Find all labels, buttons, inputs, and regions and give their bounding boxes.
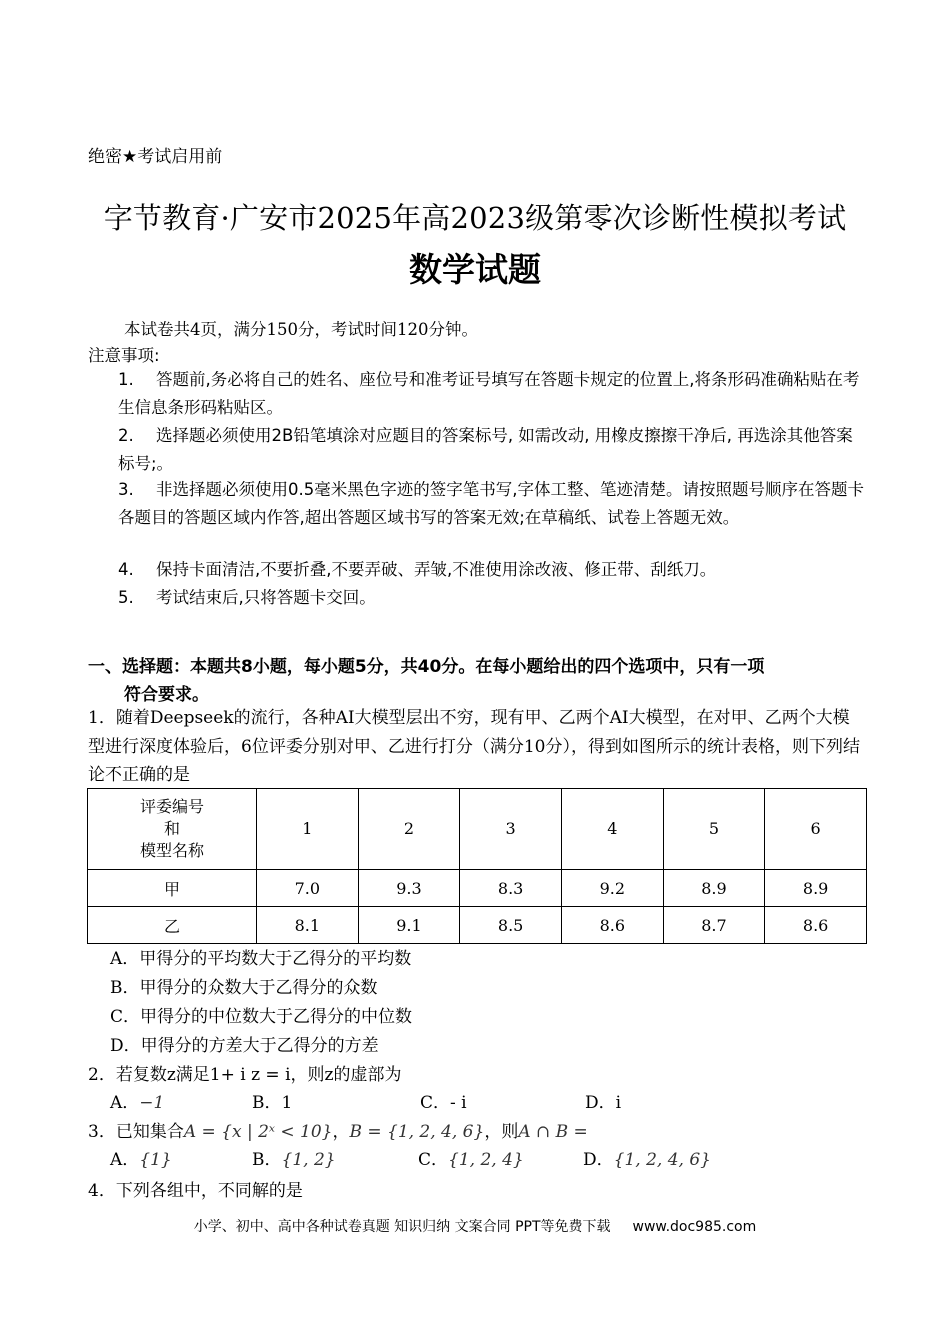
table-row xyxy=(88,907,867,944)
q1-option-b: B．甲得分的众数大于乙得分的众数 xyxy=(110,978,378,998)
score-cell: 8.9 xyxy=(765,870,867,907)
score-cell: 9.1 xyxy=(358,907,460,944)
question-4-stem: 4．下列各组中，不同解的是 xyxy=(88,1181,303,1201)
footer-text: 小学、初中、高中各种试卷真题 知识归纳 文案合同 PPT等免费下载 xyxy=(193,1219,611,1235)
set-a: A = {x | 2ˣ < 10} xyxy=(183,1122,333,1142)
section-title-cont: 符合要求。 xyxy=(124,685,209,705)
intersection-expr: A ∩ B = xyxy=(518,1122,588,1142)
model-name: 甲 xyxy=(88,870,257,907)
score-table xyxy=(87,788,867,944)
score-cell: 8.1 xyxy=(257,907,359,944)
score-cell: 7.0 xyxy=(257,870,359,907)
score-cell: 9.2 xyxy=(561,870,663,907)
q2-option-b: B．1 xyxy=(252,1093,293,1113)
set-b: B = {1, 2, 4, 6} xyxy=(349,1122,485,1142)
q3-option-b: B．{1, 2} xyxy=(252,1150,336,1170)
score-cell: 8.9 xyxy=(663,870,765,907)
exam-title: 字节教育·广安市2025年高2023级第零次诊断性模拟考试 xyxy=(103,201,847,235)
judge-number: 6 xyxy=(765,789,867,870)
score-cell: 8.3 xyxy=(460,870,562,907)
score-cell: 9.3 xyxy=(358,870,460,907)
notice-item: 4. 保持卡面清洁,不要折叠,不要弄破、弄皱,不准使用涂改液、修正带、刮纸刀。 xyxy=(118,560,717,579)
page-footer xyxy=(0,1216,950,1236)
q3-option-a: A．{1} xyxy=(110,1150,172,1170)
q2-option-d: D．i xyxy=(585,1093,622,1113)
score-cell: 8.6 xyxy=(765,907,867,944)
score-cell: 8.6 xyxy=(561,907,663,944)
q2-option-c: C．- i xyxy=(420,1093,467,1113)
section-title: 一、选择题：本题共8小题，每小题5分，共40分。在每小题给出的四个选项中，只有一项 xyxy=(88,657,765,677)
model-name: 乙 xyxy=(88,907,257,944)
judge-number: 2 xyxy=(358,789,460,870)
score-cell: 8.7 xyxy=(663,907,765,944)
question-3-stem: 3．已知集合A = {x | 2ˣ < 10}，B = {1, 2, 4, 6}，则A ∩ B = xyxy=(88,1122,588,1142)
q1-option-d: D．甲得分的方差大于乙得分的方差 xyxy=(110,1036,379,1056)
judge-number: 3 xyxy=(460,789,562,870)
exam-intro: 本试卷共4页，满分150分，考试时间120分钟。 xyxy=(124,320,478,339)
judge-number: 1 xyxy=(257,789,359,870)
subject-title: 数学试题 xyxy=(409,250,541,289)
question-1-stem: 1．随着Deepseek的流行，各种AI大模型层出不穷，现有甲、乙两个AI大模型，在对甲、乙两个大模型进行深度体验后，6位评委分别对甲、乙进行打分（满分10分），得到如图所示的统计表格，则下列结论不正确的是 xyxy=(88,708,860,785)
judge-number: 4 xyxy=(561,789,663,870)
notice-heading: 注意事项: xyxy=(88,346,160,365)
judge-number: 5 xyxy=(663,789,765,870)
score-cell: 8.5 xyxy=(460,907,562,944)
q3-option-c: C．{1, 2, 4} xyxy=(418,1150,524,1170)
notice-item: 1. 答题前,务必将自己的姓名、座位号和准考证号填写在答题卡规定的位置上,将条形码准确粘贴在考生信息条形码粘贴区。 xyxy=(118,370,860,417)
notice-item: 3. 非选择题必须使用0.5毫米黑色字迹的签字笔书写,字体工整、笔迹清楚。请按照题号顺序在答题卡各题目的答题区域内作答,超出答题区域书写的答案无效;在草稿纸、试卷上答题无效。 xyxy=(118,480,864,527)
table-corner-cell: 评委编号 和 模型名称 xyxy=(88,789,257,870)
table-header-row xyxy=(88,789,867,870)
notice-item: 2. 选择题必须使用2B铅笔填涂对应题目的答案标号, 如需改动, 用橡皮擦擦干净后, 再选涂其他答案标号;。 xyxy=(118,426,853,473)
q2-option-a: A．−1 xyxy=(110,1093,165,1113)
q3-option-d: D．{1, 2, 4, 6} xyxy=(583,1150,711,1170)
footer-url: www.doc985.com xyxy=(632,1219,757,1235)
q1-option-a: A．甲得分的平均数大于乙得分的平均数 xyxy=(110,949,412,969)
q1-option-c: C．甲得分的中位数大于乙得分的中位数 xyxy=(110,1007,413,1027)
notice-item: 5. 考试结束后,只将答题卡交回。 xyxy=(118,588,376,607)
question-2-stem: 2．若复数z满足1+ i z = i，则z的虚部为 xyxy=(88,1065,402,1085)
confidential-label: 绝密★考试启用前 xyxy=(88,147,223,167)
table-row xyxy=(88,870,867,907)
